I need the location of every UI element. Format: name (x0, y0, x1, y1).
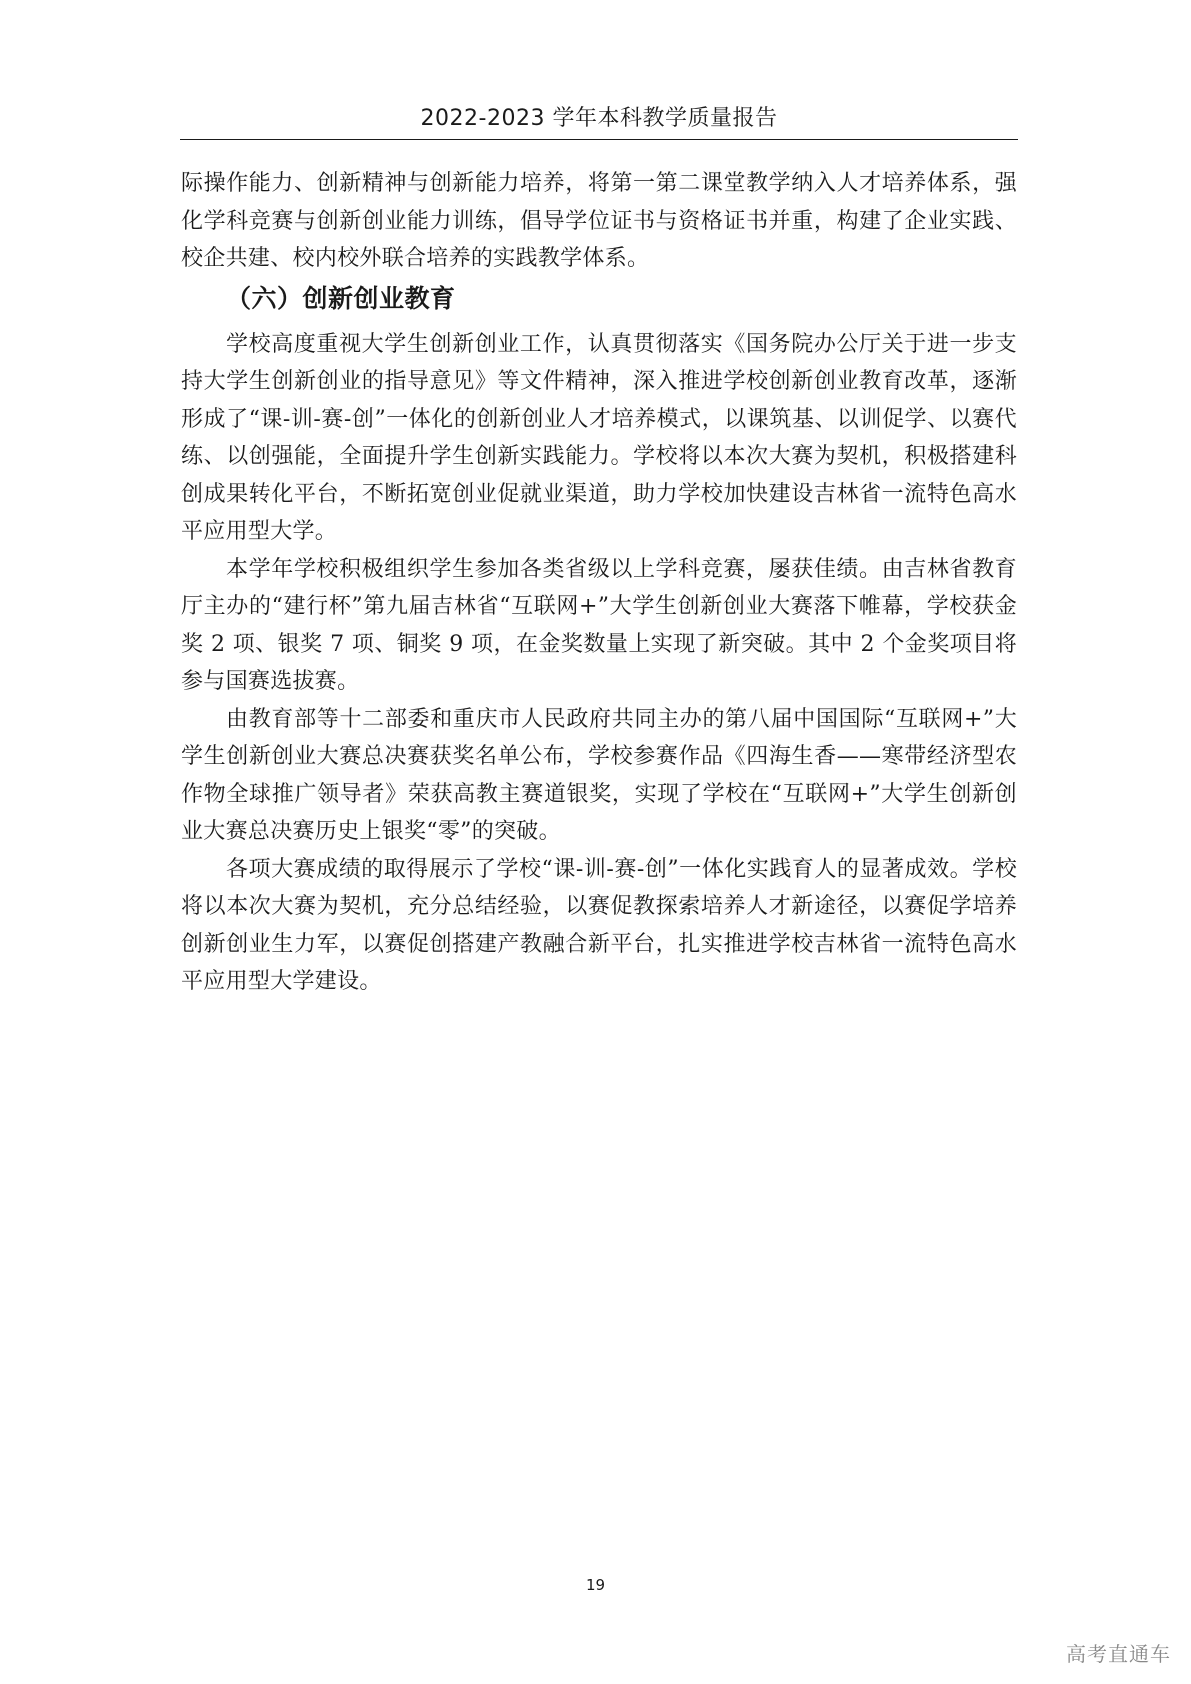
document-body (181, 165, 1017, 1001)
paragraph-3: 由教育部等十二部委和重庆市人民政府共同主办的第八届中国国际“互联网+”大学生创新创业大赛总决赛获奖名单公布，学校参赛作品《四海生香——寒带经济型农作物全球推广领导者》荣获高教主赛道银奖，实现了学校在“互联网+”大学生创新创业大赛总决赛历史上银奖“零”的突破。 (181, 706, 1017, 844)
paragraph-1: 学校高度重视大学生创新创业工作，认真贯彻落实《国务院办公厅关于进一步支持大学生创新创业的指导意见》等文件精神，深入推进学校创新创业教育改革，逐渐形成了“课-训-赛-创”一体化的创新创业人才培养模式，以课筑基、以训促学、以赛代练、以创强能，全面提升学生创新实践能力。学校将以本次大赛为契机，积极搭建科创成果转化平台，不断拓宽创业促就业渠道，助力学校加快建设吉林省一流特色高水平应用型大学。 (181, 331, 1017, 544)
section-heading: （六）创新创业教育 (226, 283, 456, 313)
header-rule (180, 139, 1018, 140)
page-number: 19 (585, 1576, 606, 1594)
page-header-title: 2022-2023 学年本科教学质量报告 (420, 106, 778, 131)
paragraph-4: 各项大赛成绩的取得展示了学校“课-训-赛-创”一体化实践育人的显著成效。学校将以本次大赛为契机，充分总结经验，以赛促教探索培养人才新途径，以赛促学培养创新创业生力军，以赛促创搭建产教融合新平台，扎实推进学校吉林省一流特色高水平应用型大学建设。 (181, 856, 1017, 994)
paragraph-2: 本学年学校积极组织学生参加各类省级以上学科竞赛，屡获佳绩。由吉林省教育厅主办的“建行杯”第九届吉林省“互联网+”大学生创新创业大赛落下帷幕，学校获金奖 2 项、银奖 7 项、铜奖 9 项，在金奖数量上实现了新突破。其中 2 个金奖项目将参与国赛选拔赛。 (181, 556, 1017, 694)
watermark-text: 高考直通车 (1066, 1642, 1171, 1666)
intro-paragraph: 际操作能力、创新精神与创新能力培养，将第一第二课堂教学纳入人才培养体系，强化学科竞赛与创新创业能力训练，倡导学位证书与资格证书并重，构建了企业实践、校企共建、校内校外联合培养的实践教学体系。 (181, 171, 1017, 271)
